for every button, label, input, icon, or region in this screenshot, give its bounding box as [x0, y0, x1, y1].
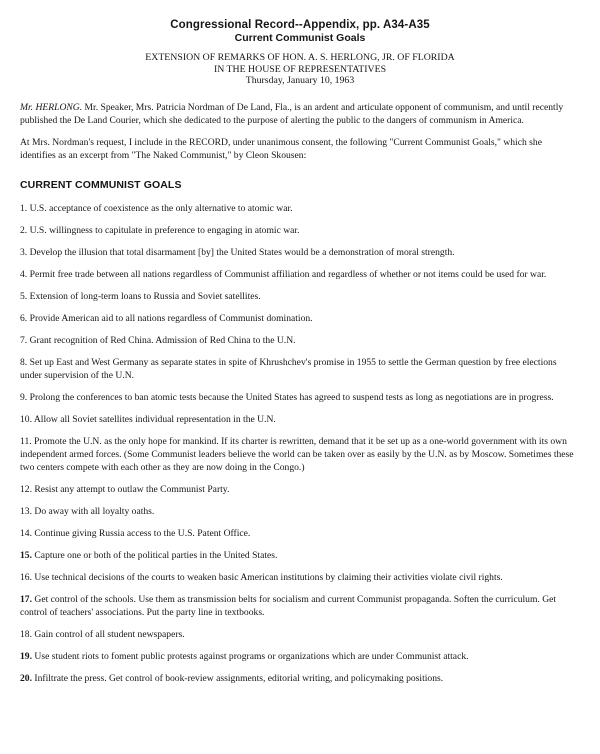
goal-item	[20, 505, 580, 518]
goal-item	[20, 549, 580, 562]
goal-item	[20, 356, 580, 382]
section-heading: CURRENT COMMUNIST GOALS	[20, 178, 182, 191]
goal-number: 2.	[20, 224, 28, 236]
goal-item	[20, 268, 580, 281]
goals-list	[20, 202, 580, 685]
goal-text: Capture one or both of the political parties in the United States.	[34, 549, 278, 561]
goal-number: 20.	[20, 672, 32, 684]
goal-text: Gain control of all student newspapers.	[34, 628, 185, 640]
goal-item	[20, 571, 580, 584]
goal-text: Infiltrate the press. Get control of book-review assignments, editorial writing, and policymaking positions.	[34, 672, 444, 684]
goal-number: 8.	[20, 356, 28, 368]
document-title: Congressional Record--Appendix, pp. A34-A35	[170, 19, 430, 31]
goal-text: U.S. acceptance of coexistence as the only alternative to atomic war.	[29, 202, 293, 214]
goal-number: 4.	[20, 268, 28, 280]
goal-number: 6.	[20, 312, 28, 324]
chamber-line: IN THE HOUSE OF REPRESENTATIVES	[213, 63, 387, 75]
goal-item	[20, 593, 580, 619]
goal-text: Allow all Soviet satellites individual representation in the U.N.	[33, 413, 276, 425]
goal-number: 1.	[20, 202, 28, 214]
goal-text: U.S. willingness to capitulate in preference to engaging in atomic war.	[29, 224, 300, 236]
goal-number: 10.	[20, 413, 32, 425]
goal-item	[20, 483, 580, 496]
goal-item	[20, 312, 580, 325]
goal-item	[20, 290, 580, 303]
goal-text: Resist any attempt to outlaw the Communist Party.	[34, 483, 230, 495]
goal-number: 15.	[20, 549, 32, 561]
goal-text: Provide American aid to all nations regardless of Communist domination.	[29, 312, 313, 324]
goal-item	[20, 413, 580, 426]
goal-number: 7.	[20, 334, 28, 346]
extension-block	[20, 52, 580, 87]
goal-item	[20, 435, 580, 474]
goal-number: 11.	[20, 435, 32, 447]
goal-text: Continue giving Russia access to the U.S. Patent Office.	[34, 527, 251, 539]
goal-item	[20, 334, 580, 347]
goal-number: 18.	[20, 628, 32, 640]
masthead	[20, 18, 580, 87]
goal-item	[20, 202, 580, 215]
goal-number: 17.	[20, 593, 32, 605]
goal-item	[20, 628, 580, 641]
goal-item	[20, 391, 580, 404]
goal-item	[20, 527, 580, 540]
goal-text: Develop the illusion that total disarmament [by] the United States would be a demonstration of moral strength.	[29, 246, 455, 258]
goal-item	[20, 650, 580, 663]
intro-paragraph-2: At Mrs. Nordman's request, I include in the RECORD, under unanimous consent, the following "Current Communist Goals," which she identifies as an excerpt from "The Naked Communist," by Cleon Skousen:	[20, 136, 542, 161]
goal-item	[20, 224, 580, 237]
goal-number: 12.	[20, 483, 32, 495]
goal-text: Set up East and West Germany as separate states in spite of Khrushchev's promise in 1955 to settle the German question by free elections under supervision of the U.N.	[20, 356, 557, 381]
goal-number: 14.	[20, 527, 32, 539]
goal-text: Prolong the conferences to ban atomic tests because the United States has agreed to suspend tests as long as negotiations are in progress.	[29, 391, 554, 403]
goal-text: Get control of the schools. Use them as transmission belts for socialism and current Communist propaganda. Soften the curriculum. Get control of teachers' associations. Put the party line in textbooks.	[20, 593, 557, 618]
goal-item	[20, 246, 580, 259]
extension-of-remarks-line: EXTENSION OF REMARKS OF HON. A. S. HERLONG, JR. OF FLORIDA	[145, 52, 455, 63]
goal-number: 16.	[20, 571, 32, 583]
document-subtitle: Current Communist Goals	[234, 32, 366, 44]
goal-text: Do away with all loyalty oaths.	[34, 505, 155, 517]
goal-text: Permit free trade between all nations regardless of Communist affiliation and regardless of whether or not items could be used for war.	[29, 268, 547, 280]
intro-paragraph-1-text: Mr. Speaker, Mrs. Patricia Nordman of De Land, Fla., is an ardent and articulate opponent of communism, and until recently published the De Land Courier, which she dedicated to the purpose of alerting the public to the dangers of communism in America.	[20, 101, 564, 126]
goal-number: 19.	[20, 650, 32, 662]
goal-number: 5.	[20, 290, 28, 302]
goal-number: 13.	[20, 505, 32, 517]
goal-text: Use technical decisions of the courts to weaken basic American institutions by claiming their activities violate civil rights.	[34, 571, 503, 583]
goal-number: 9.	[20, 391, 28, 403]
goal-number: 3.	[20, 246, 28, 258]
date-line: Thursday, January 10, 1963	[245, 75, 355, 86]
speaker-name: Mr. HERLONG.	[20, 101, 83, 113]
goal-text: Extension of long-term loans to Russia and Soviet satellites.	[29, 290, 261, 302]
intro-paragraph-1	[20, 101, 580, 127]
goal-text: Use student riots to foment public protests against programs or organizations which are under Communist attack.	[34, 650, 469, 662]
goal-text: Promote the U.N. as the only hope for mankind. If its charter is rewritten, demand that it be set up as a one-world government with its own independent armed forces. (Some Communist leaders believe the world can be taken over as easily by the U.N. as by Moscow. Sometimes these two centers compete with each other as they are now doing in the Congo.)	[20, 435, 574, 473]
goal-text: Grant recognition of Red China. Admission of Red China to the U.N.	[29, 334, 296, 346]
goal-item	[20, 672, 580, 685]
